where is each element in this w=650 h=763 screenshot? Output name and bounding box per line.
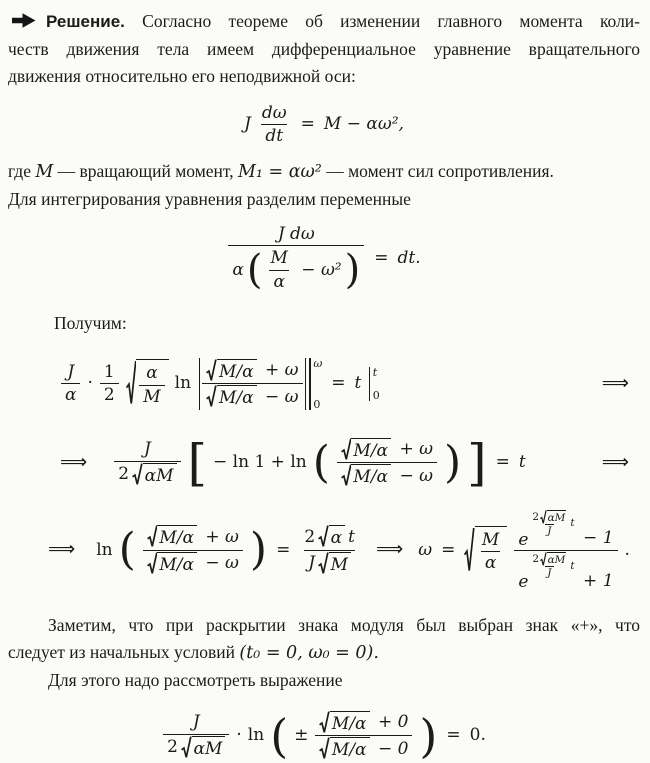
minus-omega: − ω — [199, 553, 239, 574]
fraction-roots — [315, 710, 412, 762]
denominator — [514, 550, 617, 592]
var-omega: ω — [418, 539, 433, 560]
note-line-1: Заметим, что при раскрытии знака модуля был выбран знак «+», что — [48, 614, 640, 635]
rhs-dt: dt. — [397, 247, 421, 268]
var-t: t — [518, 452, 526, 472]
modulus-evaluated-group — [197, 355, 322, 413]
solution-title: Решение. — [46, 12, 125, 31]
upper-limit: ω — [313, 356, 323, 370]
var-J: J — [308, 553, 316, 574]
equation-bracket: ⟹ J 2 αM [ − ln 1 + ln ( M/α + ω M/α − ω ) ] = t ⟹ — [60, 433, 628, 492]
fraction-M-alpha — [266, 247, 291, 293]
sqrt-M-alpha: M/α — [319, 711, 369, 734]
radical-icon — [319, 737, 330, 760]
denominator: dt — [261, 124, 287, 147]
abs-bar-icon — [199, 358, 200, 410]
sqrt-M-over-alpha — [464, 526, 507, 575]
denominator: 2 — [100, 383, 119, 406]
numerator: α — [146, 363, 158, 384]
radical-icon — [341, 438, 352, 461]
var-M1: M₁ = αω² — [238, 161, 322, 182]
implies-arrow: ⟹ — [376, 538, 403, 561]
text-initial-conditions: следует из начальных условий — [8, 641, 240, 662]
ln-operator: ln — [96, 539, 113, 560]
equation-separated-variables — [8, 223, 640, 294]
plus-one: + 1 — [577, 570, 614, 591]
var-t: t — [354, 373, 362, 394]
lower-limit: 0 — [313, 397, 321, 411]
denominator — [337, 462, 437, 488]
get-label: Получим: — [54, 312, 127, 333]
equation-integrated — [60, 355, 640, 413]
sqrt-M-alpha: M/α — [147, 525, 197, 548]
var-alpha: α — [232, 259, 244, 280]
denominator: M — [139, 385, 164, 408]
numerator: 1 — [103, 361, 115, 382]
sqrt-alpha-over-M — [126, 359, 169, 408]
where-line-1 — [8, 158, 640, 186]
fraction-roots — [143, 524, 243, 576]
denominator: J — [547, 525, 552, 538]
intro-line-2: честв движения тела имеем дифференциальное уравнение вращательного — [8, 39, 640, 59]
ln-operator: ln — [174, 373, 192, 394]
text-resistance: — момент сил сопротивления. — [321, 160, 554, 181]
t-evaluated-group — [367, 364, 379, 404]
where-line-2: Для интегрирования уравнения разделим переменные — [8, 188, 411, 209]
numerator: J — [67, 361, 75, 382]
plus-omega: + ω — [259, 360, 299, 381]
fraction-M-alpha — [478, 529, 503, 575]
equals-sign: = — [446, 725, 461, 746]
exp-fraction — [530, 510, 568, 538]
exp-term — [518, 552, 574, 591]
denominator — [143, 550, 243, 576]
sqrt-M-alpha: M/α — [341, 464, 391, 487]
denominator — [202, 383, 302, 409]
fraction-exponentials — [514, 509, 617, 592]
equals-sign: = — [331, 373, 346, 394]
get-paragraph — [8, 310, 640, 337]
radical-icon — [318, 525, 329, 548]
minus-one: − 1 — [577, 528, 614, 549]
implies-arrow: ⟹ — [48, 538, 75, 561]
equals-sign: = — [441, 539, 456, 560]
equals-sign: = — [495, 452, 510, 472]
sqrt-alphaM: αM — [540, 552, 566, 567]
radical-icon — [147, 525, 158, 548]
initial-conditions-math: (t₀ = 0, ω₀ = 0). — [239, 642, 379, 663]
numerator: J dω — [277, 223, 315, 244]
equation-final: ⟹ ln ( M/α + ω M/α − ω ) = 2 α t J M ⟹ ω = $\frac{M}{\alpha}$ e 2 αM J t − 1 e 2 αM J t + 1 . — [48, 510, 630, 592]
note-line-2 — [8, 639, 640, 667]
radical-icon — [318, 552, 329, 575]
numerator — [337, 437, 437, 462]
radical-icon — [464, 526, 475, 575]
equals-sign: = — [276, 539, 291, 560]
radical-icon — [341, 464, 352, 487]
fraction-one-half — [100, 361, 119, 407]
denominator: α — [269, 270, 288, 293]
lower-limit: 0 — [372, 388, 380, 402]
denominator: α ( $\frac{M}{\alpha}$ − ω² ) — [228, 245, 364, 294]
sqrt-M-alpha: M/α — [341, 438, 391, 461]
coef-2: 2 — [118, 464, 130, 485]
coef-2: 2 — [304, 526, 316, 547]
upper-limit: t — [372, 365, 378, 379]
sqrt-alphaM: αM — [540, 510, 566, 525]
period: . — [624, 539, 630, 560]
denominator — [304, 550, 355, 576]
text-gde: где — [8, 160, 36, 181]
cdot: · — [236, 725, 242, 746]
numerator: J — [192, 712, 200, 733]
radical-icon — [126, 359, 137, 408]
numerator — [143, 524, 243, 549]
text-torque: — вращающий момент, — [53, 160, 238, 181]
fraction-roots — [337, 437, 437, 489]
implies-arrow: ⟹ — [601, 450, 628, 473]
sqrt-alpha: α — [318, 525, 345, 548]
sqrt-alphaM: αM — [181, 736, 225, 759]
cdot: · — [87, 373, 93, 394]
denominator: α — [61, 383, 80, 406]
radical-icon — [319, 711, 330, 734]
numerator — [300, 524, 359, 549]
radical-icon — [147, 552, 158, 575]
plus-omega: + ω — [199, 526, 239, 547]
denominator — [315, 735, 412, 761]
plus-zero: + 0 — [372, 712, 409, 733]
var-J: J — [244, 114, 251, 135]
var-t: t — [348, 526, 355, 547]
denominator — [114, 461, 180, 487]
fraction-J-alpha — [61, 361, 80, 407]
fraction-2sqrt-at — [300, 524, 359, 576]
sqrt-M: M — [318, 552, 351, 575]
numerator — [315, 710, 412, 735]
exp-term — [518, 510, 574, 549]
fraction-J-2sqrtaM — [163, 711, 229, 760]
where-paragraph — [8, 158, 640, 213]
exponent — [529, 552, 574, 580]
equation-check: J 2 αM · ln ( ± M/α + 0 M/α − 0 ) = 0. — [8, 710, 640, 762]
intro-text-1: Согласно теореме об изменении главного момента коли- — [142, 11, 641, 31]
minus-zero: − 0 — [372, 738, 409, 759]
radical-icon — [206, 385, 217, 408]
sqrt-M-alpha: M/α — [206, 359, 256, 382]
plus-minus-sign: ± — [294, 725, 309, 746]
rhs-torque: M − αω², — [323, 114, 404, 135]
integration-limits — [372, 367, 380, 401]
numerator: dω — [261, 103, 287, 123]
radical-icon — [206, 359, 217, 382]
var-t: t — [570, 559, 575, 572]
sqrt-M-alpha: M/α — [319, 737, 369, 760]
rhs-zero: 0. — [469, 725, 486, 746]
coef-2: 2 — [532, 510, 540, 523]
plus-omega: + ω — [394, 439, 433, 460]
abs-bar-icon — [305, 358, 306, 410]
intro-line-1 — [8, 8, 640, 36]
solution-arrow-icon — [12, 9, 36, 36]
intro-line-3: движения относительно его неподвижной оси: — [8, 66, 356, 86]
note-line-3: Для этого надо рассмотреть выражение — [48, 669, 343, 690]
minus-ln1-plus-ln: − ln 1 + ln — [213, 452, 307, 472]
fraction-main — [228, 223, 364, 294]
denominator — [163, 734, 229, 760]
minus-omega-sq: − ω² — [295, 259, 342, 280]
numerator — [202, 358, 302, 383]
numerator: M — [270, 248, 288, 269]
exp-fraction — [530, 552, 568, 580]
fraction-alpha-M — [139, 362, 164, 408]
exponent — [529, 510, 574, 538]
equation-motion — [8, 102, 640, 148]
coef-2: 2 — [167, 737, 178, 758]
eval-bar-icon — [369, 367, 370, 401]
fraction-roots — [202, 358, 302, 410]
implies-arrow: ⟹ — [60, 450, 87, 473]
eval-bar-icon — [309, 358, 310, 410]
denominator: α — [481, 551, 500, 574]
intro-paragraph — [8, 8, 640, 90]
equals-sign: = — [300, 114, 315, 135]
equals-sign: = — [374, 247, 389, 268]
numerator: J — [143, 439, 151, 460]
sqrt-alphaM: αM — [132, 463, 176, 486]
minus-omega: − ω — [394, 465, 433, 486]
integration-limits — [312, 358, 322, 410]
var-t: t — [570, 517, 575, 530]
sqrt-M-alpha: M/α — [147, 552, 197, 575]
fraction-J-2sqrtaM — [114, 438, 180, 487]
coef-2: 2 — [532, 552, 540, 565]
sqrt-M-alpha: M/α — [206, 385, 256, 408]
note-paragraph — [8, 612, 640, 694]
denominator: J — [547, 567, 552, 580]
implies-arrow: ⟹ — [601, 371, 628, 394]
radical-icon — [181, 736, 192, 759]
ln-operator: ln — [247, 725, 265, 746]
var-e: e — [518, 571, 529, 592]
var-M: M — [35, 161, 54, 182]
numerator: M — [481, 529, 500, 550]
radical-icon — [132, 463, 143, 486]
var-e: e — [518, 529, 529, 550]
fraction-domega-dt — [258, 102, 291, 148]
numerator — [514, 509, 617, 550]
minus-omega: − ω — [259, 386, 299, 407]
